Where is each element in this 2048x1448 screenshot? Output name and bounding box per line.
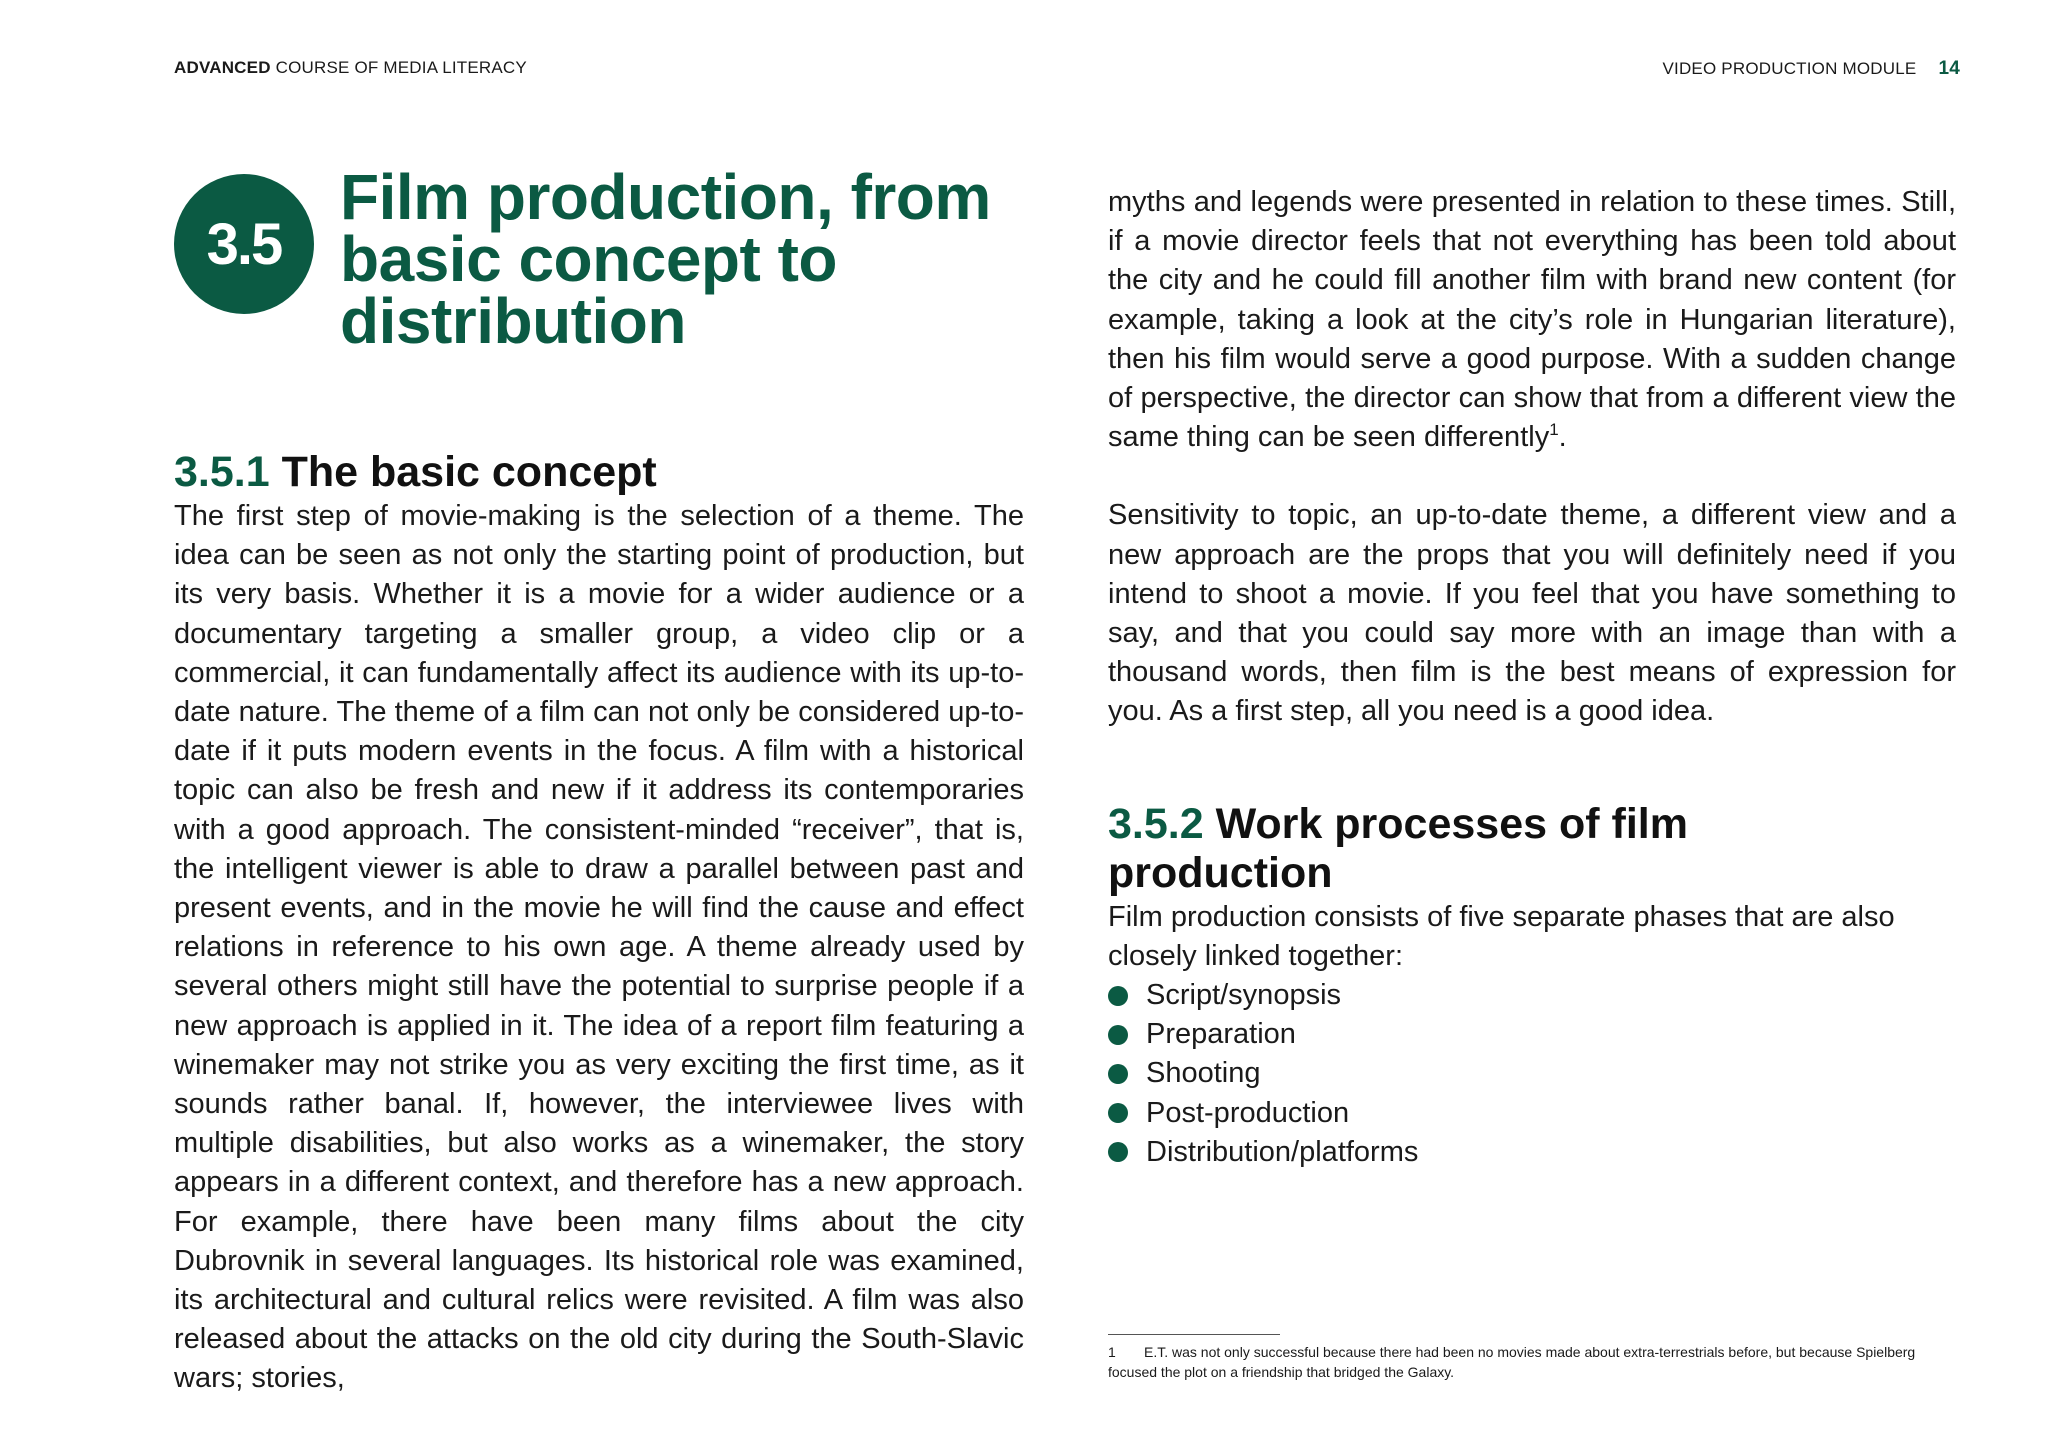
- body-paragraph: Sensitivity to topic, an up-to-date theme, a different view and a new approach are the props that you will definitely need if you intend to shoot a movie. If you feel that you have something to say, and that you could say more with an image than with a thousand words, then film is the best means of expression for you. As a first step, all you need is a good idea.: [1108, 499, 1956, 728]
- body-paragraph: The first step of movie-making is the selection of a theme. The idea can be seen as not only the starting point of production, but its very basis. Whether it is a movie for a wider audience or a documentary targeting a smaller group, a video clip or a commercial, it can fundamentally affect its audience with its up-to-date nature. The theme of a film can not only be considered up-to-date if it puts modern events in the focus. A film with a historical topic can also be fresh and new if it address its contemporaries with a good approach. The consistent-minded “receiver”, that is, the intelligent viewer is able to draw a parallel between past and present events, and in the movie he will find the cause and effect relations in reference to his own age. A theme already used by several others might still have the potential to surprise people if a new approach is applied in it. The idea of a report film featuring a winemaker may not strike you as very exciting the first time, as it sounds rather banal. If, however, the interviewee lives with multiple disabilities, but also works as a winemaker, the story appears in a different context, and therefore has a new approach. For example, there have been many films about the city Dubrovnik in several languages. Its historical role was examined, its architectural and cultural relics were revisited. A film was also released about the attacks on the old city during the South-Slavic wars; stories,: [174, 500, 1024, 1395]
- subsection-heading-work-processes: [1108, 800, 1956, 898]
- left-column: [174, 448, 1024, 1399]
- module-name: VIDEO PRODUCTION MODULE: [1662, 59, 1917, 78]
- footnote-number: 1: [1108, 1344, 1116, 1360]
- list-item: [1108, 1094, 1956, 1133]
- footnote: [1108, 1342, 1956, 1382]
- list-item-label: Shooting: [1146, 1057, 1261, 1090]
- body-paragraph-continuation: [1108, 183, 1956, 457]
- section-title: Film production, from basic concept to distribution: [340, 161, 991, 357]
- list-item-label: Distribution/platforms: [1146, 1135, 1419, 1168]
- footnote-divider: [1108, 1334, 1280, 1335]
- continuation-end: .: [1558, 421, 1567, 454]
- phases-intro: Film production consists of five separate phases that are also closely linked together:: [1108, 900, 1895, 972]
- list-item-label: Post-production: [1146, 1096, 1350, 1129]
- subsection-number: 3.5.1: [174, 448, 270, 496]
- running-header-left: [174, 58, 527, 78]
- subsection-number: 3.5.2: [1108, 799, 1204, 848]
- list-item-label: Script/synopsis: [1146, 979, 1342, 1012]
- bullet-dot-icon: [1108, 1142, 1128, 1162]
- list-item-label: Preparation: [1146, 1018, 1296, 1051]
- right-column: [1108, 183, 1956, 1172]
- subsection-title-line1: Work processes of film: [1215, 799, 1688, 848]
- list-item: [1108, 1054, 1956, 1093]
- bullet-dot-icon: [1108, 1103, 1128, 1123]
- subsection-heading-basic-concept: [174, 448, 1024, 497]
- list-item: [1108, 1015, 1956, 1054]
- phases-list: [1108, 976, 1956, 1172]
- course-name: COURSE OF MEDIA LITERACY: [270, 58, 527, 77]
- list-item: [1108, 976, 1956, 1015]
- bullet-dot-icon: [1108, 986, 1128, 1006]
- footnote-text: E.T. was not only successful because there had been no movies made about extra-terrestrials before, but because Spielberg focused the plot on a friendship that bridged the Galaxy.: [1108, 1344, 1916, 1380]
- course-level: ADVANCED: [174, 58, 271, 77]
- subsection-title-line2: production: [1108, 848, 1333, 897]
- running-header-right: [1662, 58, 1960, 80]
- section-number-badge: 3.5: [174, 174, 314, 314]
- subsection-title: The basic concept: [281, 448, 657, 496]
- bullet-dot-icon: [1108, 1064, 1128, 1084]
- continuation-text: myths and legends were presented in relation to these times. Still, if a movie director feels that not everything has been told about the city and he could fill another film with brand new content (for example, taking a look at the city’s role in Hungarian literature), then his film would serve a good purpose. With a sudden change of perspective, the director can show that from a different view the same thing can be seen differently: [1108, 186, 1956, 454]
- bullet-dot-icon: [1108, 1025, 1128, 1045]
- page-number: 14: [1938, 58, 1960, 79]
- list-item: [1108, 1133, 1956, 1172]
- footnote-reference[interactable]: 1: [1549, 420, 1559, 440]
